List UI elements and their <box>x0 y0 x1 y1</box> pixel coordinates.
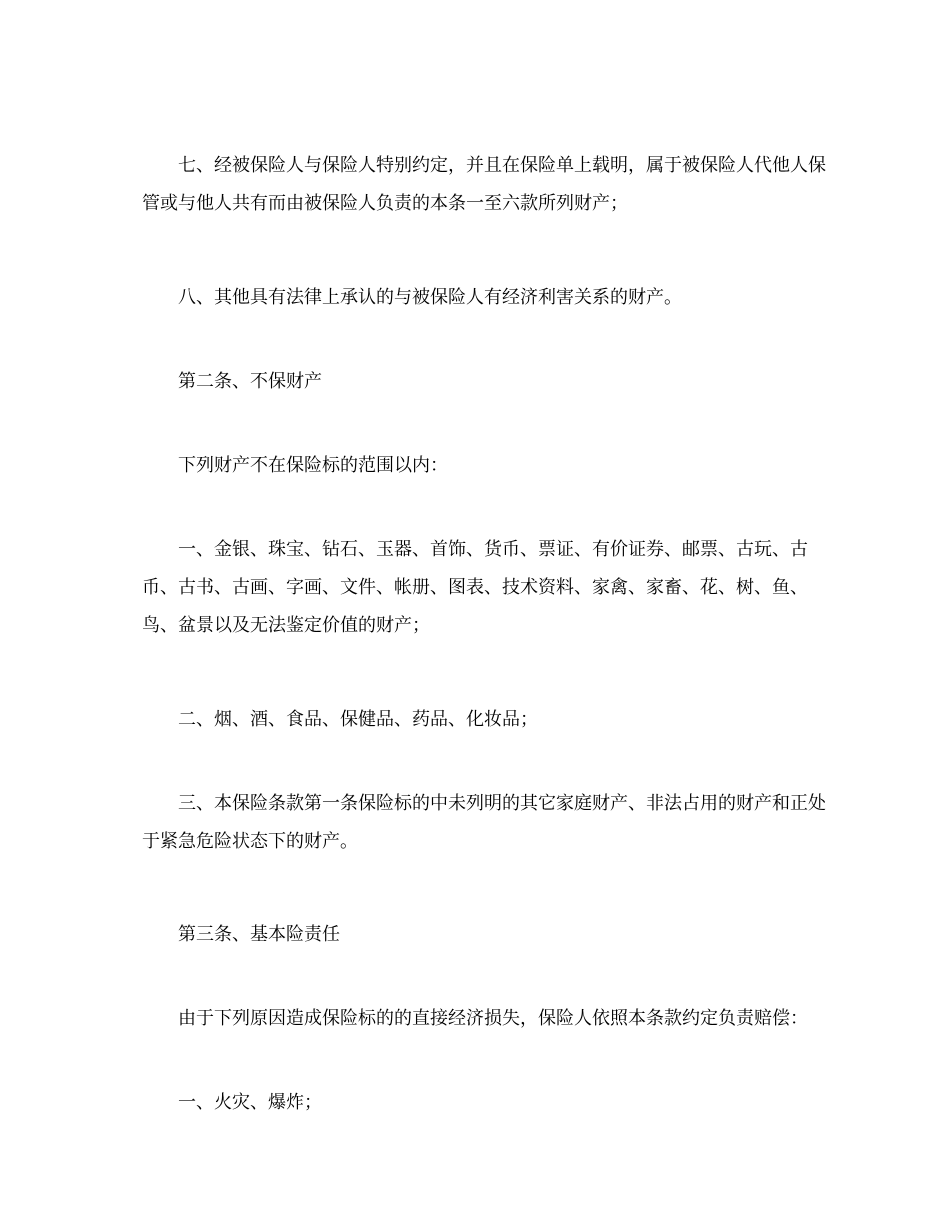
paragraph-clause-7: 七、经被保险人与保险人特别约定，并且在保险单上载明，属于被保险人代他人保管或与他人共有而由被保险人负责的本条一至六款所列财产； <box>142 155 826 214</box>
paragraph-liability-intro: 由于下列原因造成保险标的的直接经济损失，保险人依照本条款约定负责赔偿： <box>178 1008 808 1029</box>
paragraph-excluded-3: 三、本保险条款第一条保险标的中未列明的其它家庭财产、非法占用的财产和正处于紧急危险状态下的财产。 <box>142 793 826 852</box>
paragraph-clause-8: 八、其他具有法律上承认的与被保险人有经济利害关系的财产。 <box>178 287 682 308</box>
section-heading-article-2: 第二条、不保财产 <box>178 371 322 392</box>
paragraph-excluded-1: 一、金银、珠宝、钻石、玉器、首饰、货币、票证、有价证券、邮票、古玩、古币、古书、古画、字画、文件、帐册、图表、技术资料、家禽、家畜、花、树、鱼、鸟、盆景以及无法鉴定价值的财产； <box>142 539 808 636</box>
paragraph-excluded-2: 二、烟、酒、食品、保健品、药品、化妆品； <box>178 709 538 730</box>
section-heading-article-3: 第三条、基本险责任 <box>178 924 340 945</box>
paragraph-liability-1: 一、火灾、爆炸； <box>178 1092 322 1113</box>
paragraph-excluded-intro: 下列财产不在保险标的范围以内： <box>178 455 448 476</box>
